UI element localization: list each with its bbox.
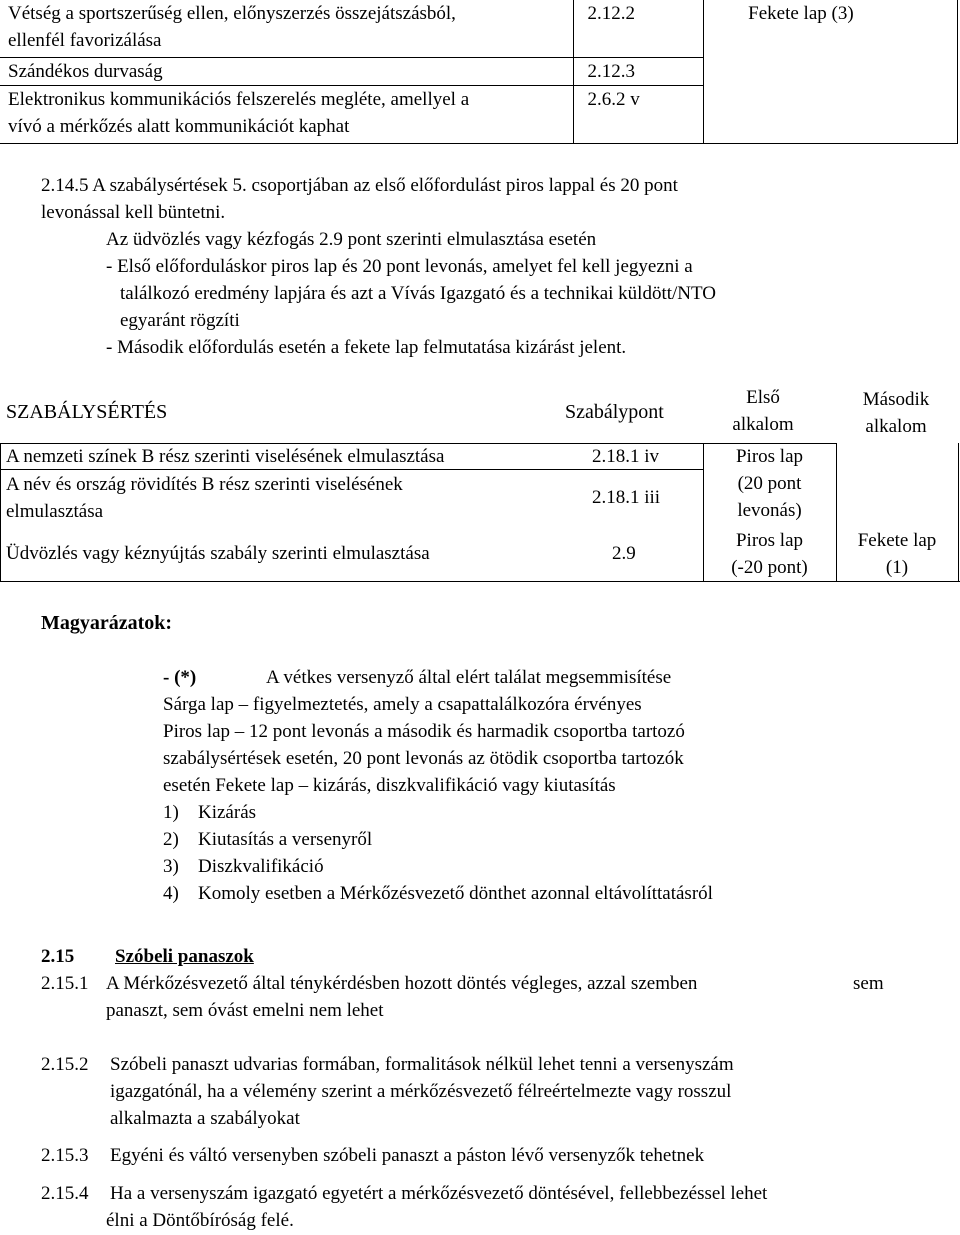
table-divider	[958, 443, 959, 582]
header-offence: SZABÁLYSÉRTÉS	[6, 401, 168, 423]
item-number: 2.15.4	[41, 1183, 89, 1204]
row2-rule: 2.18.1 iii	[592, 487, 661, 508]
section-2-15-title: Szóbeli panaszok	[115, 946, 254, 967]
row1-first: Piros lap	[735, 446, 804, 467]
offence-text: Elektronikus kommunikációs felszerelés megléte, amellyel a	[8, 89, 470, 110]
list-number: 4)	[163, 883, 179, 904]
item-line: élni a Döntőbíróság felé.	[106, 1210, 294, 1231]
explanation-marker-text: A vétkes versenyző által elért találat megsemmisítése	[266, 667, 672, 688]
item-line: Egyéni és váltó versenyben szóbeli panaszt a páston lévő versenyzők tehetnek	[110, 1145, 705, 1166]
rule-number: 2.12.3	[587, 61, 636, 82]
item-number: 2.15.2	[41, 1054, 89, 1075]
list-number: 1)	[163, 802, 179, 823]
section-2-14-5-line: levonással kell büntetni.	[41, 202, 226, 223]
table-divider	[0, 581, 960, 582]
explanation-line: Piros lap – 12 pont levonás a második és harmadik csoportba tartozó	[163, 721, 685, 742]
offence-cell	[0, 58, 573, 86]
header-second: Második alkalom	[862, 389, 930, 437]
top-penalty-table	[0, 0, 958, 144]
list-number: 2)	[163, 829, 179, 850]
item-line: alkalmazta a szabályokat	[110, 1108, 300, 1129]
explanations-title: Magyarázatok:	[41, 612, 173, 634]
offence-text: Vétség a sportszerűség ellen, előnyszerzés összejátszásból,	[8, 3, 456, 24]
rule-cell	[573, 0, 704, 58]
offence-text: ellenfél favorizálása	[8, 30, 162, 51]
row3-first: Piros lap (-20 pont)	[731, 530, 808, 578]
row3-second: Fekete lap (1)	[857, 530, 937, 578]
explanation-line: szabálysértések esetén, 20 pont levonás az ötödik csoportba tartozók	[163, 748, 684, 769]
rule-cell	[573, 58, 704, 86]
offence-text: Szándékos durvaság	[8, 61, 163, 82]
explanation-marker: - (*)	[163, 667, 197, 688]
row2-first: (20 pont levonás)	[737, 473, 802, 521]
row1-offence: A nemzeti színek B rész szerinti viselésének elmulasztása	[6, 446, 445, 467]
list-text: Diszkvalifikáció	[198, 856, 324, 877]
section-2-14-5-line: 2.14.5 A szabálysértések 5. csoportjában az első előfordulást piros lappal és 20 pont	[41, 175, 678, 196]
rule-number: 2.12.2	[587, 3, 636, 24]
penalty-text: Fekete lap (3)	[748, 3, 854, 24]
section-2-15-number: 2.15	[41, 946, 75, 967]
item-line: A Mérkőzésvezető által ténykérdésben hozott döntés végleges, azzal szemben	[106, 973, 698, 994]
row2-offence: A név és ország rövidítés B rész szerinti viselésének elmulasztása	[6, 474, 403, 522]
first-occurrence-line: - Első előforduláskor piros lap és 20 pont levonás, amelyet fel kell jegyezni a	[106, 256, 693, 277]
item-number: 2.15.1	[41, 973, 89, 994]
first-occurrence-line: találkozó eredmény lapjára és azt a Vívás Igazgató és a technikai küldött/NTO	[120, 283, 716, 304]
row1-rule: 2.18.1 iv	[592, 446, 660, 467]
header-rule: Szabálypont	[565, 401, 664, 423]
row3-rule: 2.9	[612, 543, 636, 564]
penalty-cell	[704, 0, 958, 144]
item-line: igazgatónál, ha a vélemény szerint a mérkőzésvezető félreértelmezte vagy rosszul	[110, 1081, 732, 1102]
explanation-line: Sárga lap – figyelmeztetés, amely a csapattalálkozóra érvényes	[163, 694, 642, 715]
item-line: Szóbeli panaszt udvarias formában, formalitások nélkül lehet tenni a versenyszám	[110, 1054, 734, 1075]
list-text: Komoly esetben a Mérkőzésvezető dönthet azonnal eltávolíttatásról	[198, 883, 713, 904]
rule-cell	[573, 86, 704, 144]
second-occurrence-line: - Második előfordulás esetén a fekete lap felmutatása kizárást jelent.	[106, 337, 627, 358]
item-number: 2.15.3	[41, 1145, 89, 1166]
table-divider	[0, 443, 1, 582]
list-number: 3)	[163, 856, 179, 877]
rule-number: 2.6.2 v	[587, 89, 640, 110]
list-text: Kizárás	[198, 802, 257, 823]
header-first: Első alkalom	[732, 387, 794, 435]
offence-text: vívó a mérkőzés alatt kommunikációt kaphat	[8, 116, 350, 137]
offence-cell	[0, 86, 573, 144]
offence-cell	[0, 0, 573, 58]
item-line: Ha a versenyszám igazgató egyetért a mérkőzésvezető döntésével, fellebbezéssel lehet	[110, 1183, 768, 1204]
explanation-line: esetén Fekete lap – kizárás, diszkvalifikáció vagy kiutasítás	[163, 775, 616, 796]
item-line: sem	[853, 973, 884, 994]
item-line: panaszt, sem óvást emelni nem lehet	[106, 1000, 384, 1021]
first-occurrence-line: egyaránt rögzíti	[120, 310, 240, 331]
row3-offence: Üdvözlés vagy kéznyújtás szabály szerinti elmulasztása	[6, 543, 430, 564]
list-text: Kiutasítás a versenyről	[198, 829, 373, 850]
greeting-rule-line: Az üdvözlés vagy kézfogás 2.9 pont szerinti elmulasztása esetén	[106, 229, 597, 250]
